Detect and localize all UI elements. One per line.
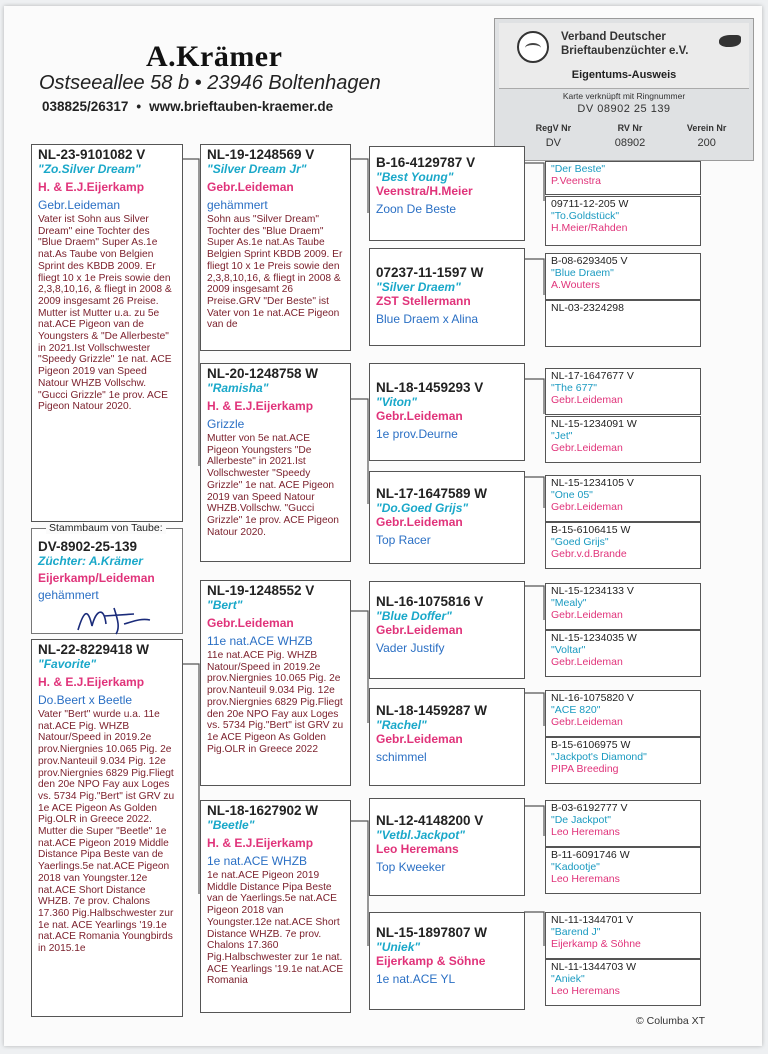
gen2-name: "Ramisha" bbox=[207, 381, 269, 395]
gen4-breeder: Leo Heremans bbox=[551, 826, 620, 838]
gen3-name: "Uniek" bbox=[376, 940, 421, 954]
sire-name: "Zo.Silver Dream" bbox=[38, 162, 141, 176]
gen4-ring: NL-03-2324298 bbox=[551, 302, 624, 314]
breeder-website[interactable]: www.brieftauben-kraemer.de bbox=[149, 99, 334, 114]
gen4-breeder: H.Meier/Rahden bbox=[551, 222, 628, 234]
dam-ring: NL-22-8229418 W bbox=[38, 642, 150, 657]
gen2-color: Grizzle bbox=[207, 417, 245, 431]
gen3-breeder: Veenstra/H.Meier bbox=[376, 184, 473, 198]
gen4-card[interactable] bbox=[545, 583, 701, 630]
gen4-ring: B-15-6106975 W bbox=[551, 739, 631, 751]
gen4-ring: NL-15-1234091 W bbox=[551, 418, 637, 430]
gen3-ring: NL-16-1075816 V bbox=[376, 594, 484, 609]
gen4-name: "The 677" bbox=[551, 382, 597, 394]
gen3-breeder: Eijerkamp & Söhne bbox=[376, 954, 486, 968]
cert-value-verein: 200 bbox=[697, 137, 716, 149]
sire-ring: NL-23-9101082 V bbox=[38, 147, 146, 162]
gen2-name: "Bert" bbox=[207, 598, 243, 612]
sire-card[interactable] bbox=[31, 144, 183, 522]
gen3-name: "Silver Draem" bbox=[376, 280, 461, 294]
gen4-ring: 09711-12-205 W bbox=[551, 198, 629, 210]
gen3-ring: NL-18-1459293 V bbox=[376, 380, 484, 395]
gen2-ring: NL-18-1627902 W bbox=[207, 803, 319, 818]
gen3-ring: NL-18-1459287 W bbox=[376, 703, 488, 718]
gen4-card[interactable] bbox=[545, 253, 701, 300]
gen4-card[interactable] bbox=[545, 800, 701, 847]
breeder-phone: 038825/26317 bbox=[42, 99, 129, 114]
gen2-description: 1e nat.ACE Pigeon 2019 Middle Distance Pipa Beste van de Yaerlings.5e nat.ACE Pigeon 2018 van Youngster.12e nat.ACE Short Distance WHZB. 7e prov. Chalons 17.360 Pig.Halbschwester zur 1e nat. ACE Yearlings '19.1e nat.ACE Romania bbox=[207, 870, 344, 987]
sire-color: Gebr.Leideman bbox=[38, 198, 121, 212]
gen4-breeder: Eijerkamp & Söhne bbox=[551, 938, 641, 950]
gen2-ring: NL-19-1248552 V bbox=[207, 583, 315, 598]
dam-card[interactable] bbox=[31, 639, 183, 1017]
gen3-card[interactable] bbox=[369, 688, 525, 786]
pedigree-sheet bbox=[4, 6, 762, 1046]
gen3-ring: NL-12-4148200 V bbox=[376, 813, 484, 828]
gen2-description: Sohn aus "Silver Dream" Tochter des "Blue Draem" Super As.1e nat.As Taube Belgien Sprint KBDB 2009. Er fliegt 10 x 1e Preis sowie den 2,3,8,10,16, & fliegt in 2008 & 2009 insgesamt 26 Preise.GRV "Der Beste" ist Vater von 1e nat.ACE Pigeon van de bbox=[207, 214, 343, 331]
gen2-color: 1e nat.ACE WHZB bbox=[207, 854, 308, 868]
gen4-name: "Kadootje" bbox=[551, 861, 600, 873]
gen3-color: Top Racer bbox=[376, 533, 431, 547]
gen3-color: Zoon De Beste bbox=[376, 202, 457, 216]
gen2-description: Mutter von 5e nat.ACE Pigeon Youngsters "De Allerbeste" in 2021.Ist Vollschwester "Speedy Grizzle" 1e nat. ACE Pigeon 2019 van Speed Natour WHZB.Vollschw. "Gucci Grizzle" 1e prov. ACE Pigeon Natour 2020. bbox=[207, 433, 339, 538]
certificate-ring: DV 08902 25 139 bbox=[577, 103, 671, 115]
gen2-name: "Silver Dream Jr" bbox=[207, 162, 307, 176]
gen3-color: schimmel bbox=[376, 750, 427, 764]
gen4-card[interactable] bbox=[545, 959, 701, 1006]
gen3-color: Top Kweeker bbox=[376, 860, 446, 874]
gen4-name: "Der Beste" bbox=[551, 163, 606, 175]
gen4-card[interactable] bbox=[545, 737, 701, 784]
signature-icon bbox=[74, 600, 154, 638]
sire-breeder: H. & E.J.Eijerkamp bbox=[38, 180, 145, 194]
gen4-card[interactable] bbox=[545, 847, 701, 894]
gen4-card[interactable] bbox=[545, 368, 701, 415]
certificate-org-line1: Verband Deutscher bbox=[561, 31, 666, 43]
gen3-card[interactable] bbox=[369, 912, 525, 1010]
gen4-ring: NL-17-1647677 V bbox=[551, 370, 634, 382]
gen4-breeder: Gebr.Leideman bbox=[551, 442, 623, 454]
gen2-ring: NL-20-1248758 W bbox=[207, 366, 319, 381]
gen3-card[interactable] bbox=[369, 363, 525, 461]
breeder-name: A.Krämer bbox=[146, 40, 283, 73]
subject-label: Stammbaum von Taube: bbox=[46, 522, 166, 534]
subject-color: gehämmert bbox=[38, 588, 99, 602]
gen4-ring: NL-11-1344703 W bbox=[551, 961, 637, 973]
gen4-ring: B-08-6293405 V bbox=[551, 255, 628, 267]
cert-header-regv: RegV Nr bbox=[535, 123, 572, 133]
gen4-name: "Aniek" bbox=[551, 973, 585, 985]
cert-header-rv: RV Nr bbox=[617, 123, 643, 133]
grandsire-dam-card[interactable] bbox=[200, 580, 351, 786]
gen4-name: "Jet" bbox=[551, 430, 573, 442]
gen3-name: "Viton" bbox=[376, 395, 417, 409]
gen4-ring: NL-15-1234133 V bbox=[551, 585, 634, 597]
gen2-ring: NL-19-1248569 V bbox=[207, 147, 315, 162]
gen4-breeder: Gebr.v.d.Brande bbox=[551, 548, 627, 560]
gen4-name: "One 05" bbox=[551, 489, 593, 501]
gen4-card[interactable] bbox=[545, 416, 701, 463]
gen3-color: Blue Draem x Alina bbox=[376, 312, 479, 326]
gen3-ring: NL-17-1647589 W bbox=[376, 486, 488, 501]
granddam-dam-card[interactable] bbox=[200, 800, 351, 1013]
sire-description: Vater ist Sohn aus Silver Dream" eine Tochter des "Blue Draem" Super As.1e nat.As Taube von Belgien Sprint des KBDB 2009. Er fliegt 10 x 1e Preis sowie den 2,3,8,10,16, & fliegt in 2008 & 2009 insgesamt 26 Preise. Mutter ist Mutter u.a. zu 5e nat.ACE Pigeon van de Youngsters & "De Allerbeste" in 2021.Ist Vollschwester "Speedy Grizzle" 1e nat. ACE Pigeon 2019 van Speed Natour WHZB Vollschw. "Gucci Grizzle" 1e prov. ACE Pigeon Natour 2020. bbox=[38, 214, 172, 413]
gen4-card[interactable] bbox=[545, 912, 701, 959]
gen2-breeder: H. & E.J.Eijerkamp bbox=[207, 399, 314, 413]
gen3-color: 1e prov.Deurne bbox=[376, 427, 458, 441]
gen3-ring: 07237-11-1597 W bbox=[376, 265, 484, 280]
gen2-name: "Beetle" bbox=[207, 818, 255, 832]
gen3-card[interactable] bbox=[369, 798, 525, 896]
gen3-breeder: Gebr.Leideman bbox=[376, 409, 463, 423]
gen4-ring: B-11-6091746 W bbox=[551, 849, 630, 861]
gen2-color: gehämmert bbox=[207, 198, 268, 212]
gen3-breeder: ZST Stellermann bbox=[376, 294, 471, 308]
gen3-name: "Best Young" bbox=[376, 170, 454, 184]
gen4-card[interactable] bbox=[545, 630, 701, 677]
breeder-address: Ostseeallee 58 b • 23946 Boltenhagen bbox=[39, 72, 381, 94]
cert-value-rv: 08902 bbox=[614, 137, 646, 149]
granddam-sire-card[interactable] bbox=[200, 363, 351, 562]
certificate-org-line2: Brieftaubenzüchter e.V. bbox=[561, 45, 689, 57]
gen3-card[interactable] bbox=[369, 146, 525, 241]
certificate-subtitle: Karte verknüpft mit Ringnummer bbox=[562, 91, 686, 101]
gen4-card[interactable] bbox=[545, 300, 701, 347]
gen3-name: "Do.Goed Grijs" bbox=[376, 501, 469, 515]
gen4-breeder: Gebr.Leideman bbox=[551, 656, 623, 668]
gen4-ring: NL-16-1075820 V bbox=[551, 692, 634, 704]
gen3-name: "Vetbl.Jackpot" bbox=[376, 828, 465, 842]
gen3-card[interactable] bbox=[369, 248, 525, 346]
gen3-color: Vader Justify bbox=[376, 641, 445, 655]
gen4-name: "To.Goldstück" bbox=[551, 210, 620, 222]
gen4-ring: B-03-6192777 V bbox=[551, 802, 628, 814]
gen4-name: "Jackpot's Diamond" bbox=[551, 751, 647, 763]
gen3-ring: B-16-4129787 V bbox=[376, 155, 476, 170]
gen3-card[interactable] bbox=[369, 471, 525, 564]
gen3-breeder: Gebr.Leideman bbox=[376, 732, 463, 746]
gen4-breeder: PIPA Breeding bbox=[551, 763, 619, 775]
gen4-name: "Mealy" bbox=[551, 597, 587, 609]
gen4-name: "De Jackpot" bbox=[551, 814, 611, 826]
gen4-ring: NL-11-1344701 V bbox=[551, 914, 634, 926]
gen3-color: 1e nat.ACE YL bbox=[376, 972, 456, 986]
gen2-breeder: Gebr.Leideman bbox=[207, 180, 294, 194]
gen4-breeder: Gebr.Leideman bbox=[551, 609, 623, 621]
dam-color: Do.Beert x Beetle bbox=[38, 693, 133, 707]
gen4-card[interactable] bbox=[545, 522, 701, 569]
gen4-ring: NL-15-1234035 W bbox=[551, 632, 637, 644]
gen3-name: "Rachel" bbox=[376, 718, 427, 732]
gen4-ring: NL-15-1234105 V bbox=[551, 477, 634, 489]
gen3-breeder: Leo Heremans bbox=[376, 842, 459, 856]
dam-breeder: H. & E.J.Eijerkamp bbox=[38, 675, 145, 689]
gen4-breeder: Gebr.Leideman bbox=[551, 501, 623, 513]
gen4-breeder: A.Wouters bbox=[551, 279, 600, 291]
gen4-breeder: Gebr.Leideman bbox=[551, 394, 623, 406]
gen4-card[interactable] bbox=[545, 196, 701, 246]
gen4-breeder: Leo Heremans bbox=[551, 873, 620, 885]
gen3-name: "Blue Doffer" bbox=[376, 609, 452, 623]
gen4-breeder: P.Veenstra bbox=[551, 175, 602, 187]
gen3-breeder: Gebr.Leideman bbox=[376, 623, 463, 637]
subject-ring: DV-8902-25-139 bbox=[38, 539, 138, 554]
gen4-name: "Goed Grijs" bbox=[551, 536, 609, 548]
gen3-ring: NL-15-1897807 W bbox=[376, 925, 488, 940]
gen4-breeder: Leo Heremans bbox=[551, 985, 620, 997]
separator-bullet: • bbox=[136, 99, 142, 114]
subject-name: Züchter: A.Krämer bbox=[38, 554, 143, 568]
gen4-name: "Barend J" bbox=[551, 926, 601, 938]
gen4-name: "Voltar" bbox=[551, 644, 586, 656]
gen4-card[interactable] bbox=[545, 161, 701, 195]
cert-header-verein: Verein Nr bbox=[686, 123, 727, 133]
gen4-card[interactable] bbox=[545, 690, 701, 737]
gen4-name: "Blue Draem" bbox=[551, 267, 614, 279]
gen2-breeder: Gebr.Leideman bbox=[207, 616, 294, 630]
copyright-notice: © Columba XT bbox=[636, 1015, 706, 1027]
subject-breeder: Eijerkamp/Leideman bbox=[38, 571, 155, 585]
gen2-color: 11e nat.ACE WHZB bbox=[207, 634, 313, 648]
gen2-description: 11e nat.ACE Pig. WHZB Natour/Speed in 2019.2e prov.Niergnies 10.065 Pig. 2e prov.Nanteuil 9.034 Pig. 12e prov.Niergnies 6829 Pig.Fliegt den 20e NPO Fay aux Loges vs. 5734 Pig."Bert" ist GRV zu 1e ACE Pigeon As Golden Pig.OLR in Greece 2022 bbox=[207, 650, 344, 755]
gen4-breeder: Gebr.Leideman bbox=[551, 716, 623, 728]
gen3-breeder: Gebr.Leideman bbox=[376, 515, 463, 529]
certificate-title: Eigentums-Ausweis bbox=[571, 69, 677, 81]
gen2-breeder: H. & E.J.Eijerkamp bbox=[207, 836, 314, 850]
dam-description: Vater "Bert" wurde u.a. 11e nat.ACE Pig. WHZB Natour/Speed in 2019.2e prov.Niergnies 10.065 Pig. 2e prov.Nanteuil 9.034 Pig. 12e prov.Niergnies 6829 Pig.Fliegt den 20e NPO Fay aux Loges vs. 5734 Pig."Bert" ist GRV zu 1e ACE Pigeon As Golden Pig.OLR in Greece 2022. Mutter die Super "Beetle" 1e nat.ACE Pigeon 2019 Middle Distance Pipa Beste van de Yaerlings.5e nat.ACE Pigeon 2018 van Youngster.12e nat.ACE Short Distance WHZB. 7e prov. Chalons 17.360 Pig.Halbschwester zur 1e nat. ACE Yearlings '19.1e nat.ACE Romania Youngbirds in 2015.1e bbox=[38, 709, 175, 955]
gen4-ring: B-15-6106415 W bbox=[551, 524, 631, 536]
grandsire-sire-card[interactable] bbox=[200, 144, 351, 351]
gen4-name: "ACE 820" bbox=[551, 704, 601, 716]
gen3-card[interactable] bbox=[369, 581, 525, 679]
dam-name: "Favorite" bbox=[38, 657, 97, 671]
gen4-card[interactable] bbox=[545, 475, 701, 522]
cert-value-regv: DV bbox=[545, 137, 561, 149]
